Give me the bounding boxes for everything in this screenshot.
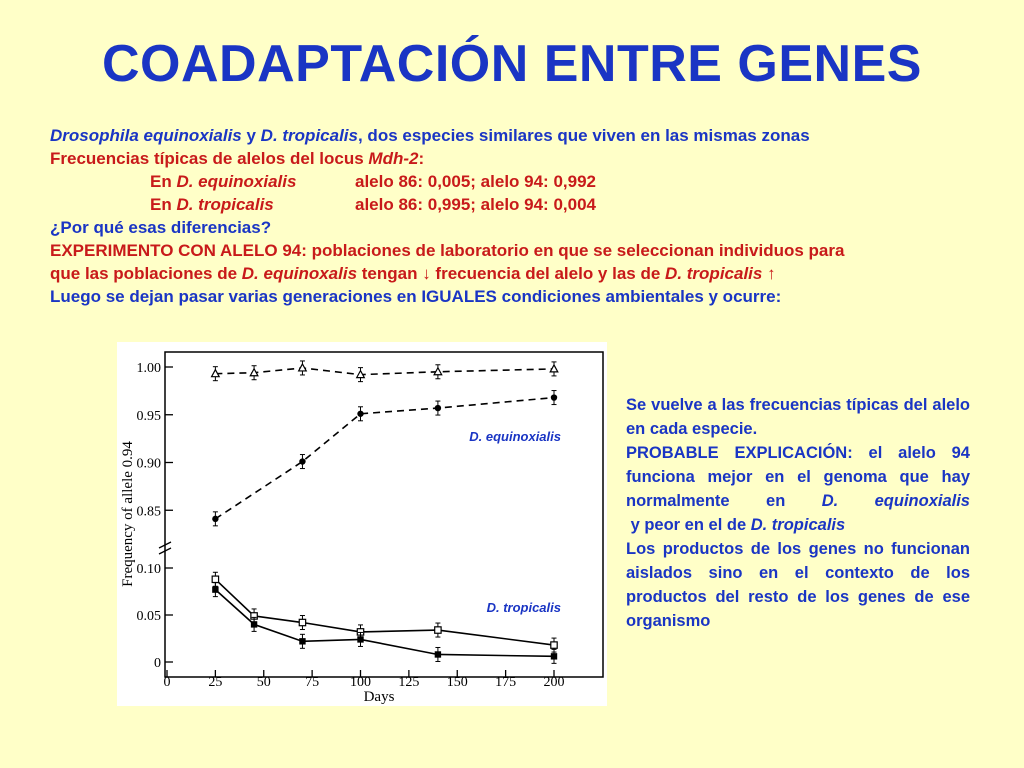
intro-line-3 xyxy=(50,170,1000,193)
species-name: D. tropicalis xyxy=(176,195,274,214)
slide-title: COADAPTACIÓN ENTRE GENES xyxy=(102,35,922,93)
x-tick-label: 50 xyxy=(256,675,271,690)
x-tick-label: 200 xyxy=(543,675,565,690)
y-tick-label: 0.95 xyxy=(136,408,161,424)
x-tick-label: 125 xyxy=(398,675,420,690)
y-tick-label: 1.00 xyxy=(136,361,161,376)
intro-line-2 xyxy=(50,147,1000,170)
explanation-text: PROBABLE EXPLICACIÓN: el alelo 94 funciona mejor en el genoma que hay normalmente en xyxy=(626,444,970,510)
x-tick-label: 0 xyxy=(163,675,171,690)
y-tick-label: 0.05 xyxy=(136,609,161,624)
prefix: En xyxy=(150,172,177,191)
species-name: D. equinoxalis xyxy=(241,264,358,283)
data-point xyxy=(435,405,441,411)
series-label-equinoxialis: D. equinoxialis xyxy=(469,429,561,444)
experiment-line-2 xyxy=(50,262,1000,285)
x-axis-label: Days xyxy=(363,689,395,705)
chart-svg xyxy=(117,342,607,706)
allele-frequency-chart xyxy=(117,342,607,706)
data-point xyxy=(299,458,305,464)
species-name: D. tropicalis xyxy=(260,126,358,145)
data-point xyxy=(212,586,218,592)
explanation-p1: Se vuelve a las frecuencias típicas del alelo en cada especie. xyxy=(626,396,970,438)
x-tick-label: 150 xyxy=(446,675,468,690)
data-point xyxy=(299,619,305,625)
y-axis-label: Frequency of allele 0.94 xyxy=(120,441,136,587)
intro-line-1-rest: , dos especies similares que viven en las mismas zonas xyxy=(357,126,810,145)
explanation-p3: Los productos de los genes no funcionan aislados sino en el contexto de los productos del resto de los genes de ese organismo xyxy=(626,540,970,630)
conjunction: y xyxy=(241,126,261,145)
locus-text: Frecuencias típicas de alelos del locus xyxy=(50,149,369,168)
prefix: En xyxy=(150,195,177,214)
species-name: Drosophila equinoxialis xyxy=(50,126,242,145)
data-point xyxy=(299,638,305,644)
allele-values: alelo 86: 0,995; alelo 94: 0,004 xyxy=(355,195,596,214)
allele-values: alelo 86: 0,005; alelo 94: 0,992 xyxy=(355,172,596,191)
series-line xyxy=(215,368,554,375)
data-point xyxy=(212,576,218,582)
y-tick-label: 0 xyxy=(154,656,161,671)
species-name: D. equinoxialis xyxy=(821,492,970,510)
data-point xyxy=(435,651,441,657)
intro-text xyxy=(50,124,1000,308)
experiment-line-3: Luego se dejan pasar varias generaciones en IGUALES condiciones ambientales y ocurre: xyxy=(50,287,782,306)
locus-name: Mdh-2 xyxy=(368,149,419,168)
exp-text: tengan ↓ frecuencia del alelo y las de xyxy=(357,264,666,283)
intro-line-1 xyxy=(50,124,1000,147)
data-point xyxy=(357,411,363,417)
explanation-text: y peor en el de xyxy=(626,516,751,534)
question: ¿Por qué esas diferencias? xyxy=(50,218,272,237)
x-tick-label: 100 xyxy=(350,675,371,690)
data-point xyxy=(551,394,557,400)
exp-text: que las poblaciones de xyxy=(50,264,242,283)
series-label-tropicalis: D. tropicalis xyxy=(486,600,561,615)
data-point xyxy=(251,621,257,627)
x-tick-label: 75 xyxy=(305,675,320,690)
intro-line-4 xyxy=(50,193,1000,216)
explanation-panel xyxy=(626,393,970,633)
plot-frame xyxy=(165,352,603,677)
experiment-line-1: EXPERIMENTO CON ALELO 94: poblaciones de laboratorio en que se seleccionan individuos para xyxy=(50,241,845,260)
arrow-up: ↑ xyxy=(762,264,776,283)
series-line xyxy=(215,398,554,519)
data-point xyxy=(212,516,218,522)
colon: : xyxy=(418,149,425,168)
species-name: D. equinoxialis xyxy=(176,172,297,191)
y-tick-label: 0.85 xyxy=(136,504,161,520)
species-name: D. tropicalis xyxy=(750,516,846,534)
y-tick-label: 0.90 xyxy=(136,456,161,472)
explanation-p2 xyxy=(626,441,970,537)
y-tick-label: 0.10 xyxy=(136,562,161,577)
species-name: D. tropicalis xyxy=(665,264,763,283)
data-point xyxy=(551,642,557,648)
x-tick-label: 175 xyxy=(495,675,517,690)
x-tick-label: 25 xyxy=(208,675,223,690)
data-point xyxy=(357,636,363,642)
data-point xyxy=(435,627,441,633)
data-point xyxy=(551,653,557,659)
